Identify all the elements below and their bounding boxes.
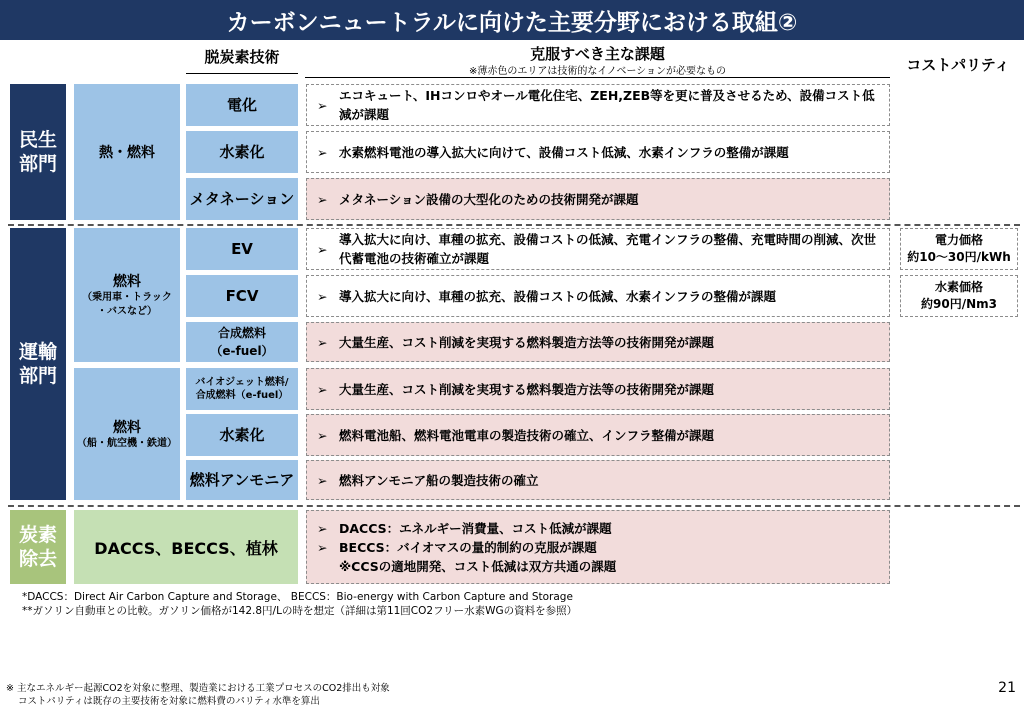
category-fuel-ship-sub: （船・航空機・鉄道） (77, 438, 177, 449)
issue-row (306, 368, 890, 410)
issue-text: エコキュート、IHコンロやオール電化住宅、ZEH,ZEB等を更に普及させるため、設備コスト低減が課題 (339, 88, 875, 122)
bullet-arrow-icon: ➢ (317, 288, 328, 304)
issue-row (306, 178, 890, 220)
issue-row (306, 131, 890, 173)
category-fuel-vehicle-label: 燃料 (113, 274, 141, 290)
bullet-arrow-icon: ➢ (317, 472, 328, 488)
category-fuel-ship-label: 燃料 (113, 420, 141, 436)
issue-line (317, 519, 612, 538)
page-title: カーボンニュートラルに向けた主要分野における取組② (0, 0, 1024, 40)
issue-line (317, 538, 597, 557)
issue-text: 燃料電池船、燃料電池電車の製造技術の確立、インフラ整備が課題 (339, 427, 715, 443)
header-rule (186, 73, 298, 74)
tech-methanation: メタネーション (186, 178, 298, 220)
footnote: *DACCS：Direct Air Carbon Capture and Storage、 BECCS：Bio-energy with Carbon Capture and Storage (22, 591, 573, 603)
category-heat-label: 熱・燃料 (99, 145, 155, 161)
bullet-arrow-icon: ➢ (317, 191, 328, 207)
sector-unyu: 運輸 部門 (10, 228, 66, 500)
issue-text: メタネーション設備の大型化のための技術開発が課題 (339, 191, 639, 207)
category-removal (74, 510, 298, 584)
footnote: ※ 主なエネルギー起源CO2を対象に整理、製造業における工業プロセスのCO2排出も対象 (6, 683, 390, 694)
header-issues: 克服すべき主な課題 (530, 45, 665, 63)
category-fuel-vehicle (74, 228, 180, 362)
issue-row (306, 275, 890, 317)
issue-row (306, 460, 890, 500)
issue-removal (306, 510, 890, 584)
category-fuel-ship (74, 368, 180, 500)
issue-text: ※CCSの適地開発、コスト低減は双方共通の課題 (339, 558, 617, 574)
issue-text: 導入拡大に向け、車種の拡充、設備コストの低減、水素インフラの整備が課題 (339, 288, 777, 304)
tech-ev: EV (186, 228, 298, 270)
issue-text: BECCS：バイオマスの量的制約の克服が課題 (339, 539, 597, 555)
cost-parity-fcv: 水素価格 約90円/Nm3 (900, 275, 1018, 317)
issue-row (306, 322, 890, 362)
bullet-arrow-icon: ➢ (317, 381, 328, 397)
tech-denka: 電化 (186, 84, 298, 126)
tech-biojet: バイオジェット燃料/ 合成燃料（e-fuel） (186, 368, 298, 410)
section-divider (8, 224, 1020, 226)
category-heat (74, 84, 180, 220)
header-tech: 脱炭素技術 (204, 48, 280, 66)
header-cost: コストパリティ (906, 56, 1010, 74)
tech-ammonia: 燃料アンモニア (186, 460, 298, 500)
issue-row (306, 84, 890, 126)
issue-text: DACCS：エネルギー消費量、コスト低減が課題 (339, 520, 612, 536)
sector-tanso: 炭素 除去 (10, 510, 66, 584)
cost-parity-ev: 電力価格 約10～30円/kWh (900, 228, 1018, 270)
header-issues-note: ※薄赤色のエリアは技術的なイノベーションが必要なもの (469, 66, 726, 77)
bullet-arrow-icon: ➢ (317, 334, 328, 350)
tech-efuel: 合成燃料 （e-fuel） (186, 322, 298, 362)
issue-line (317, 557, 616, 576)
issue-text: 大量生産、コスト削減を実現する燃料製造方法等の技術開発が課題 (339, 334, 715, 350)
footnote: **ガソリン自動車との比較。ガソリン価格が142.8円/Lの時を想定（詳細は第11回CO2フリー水素WGの資料を参照） (22, 605, 578, 617)
issue-text: 導入拡大に向け、車種の拡充、設備コストの低減、充電インフラの整備、充電時間の削減、次世代蓄電池の技術確立が課題 (339, 232, 877, 266)
category-fuel-vehicle-sub: （乗用車・トラック ・バスなど） (82, 292, 172, 317)
sector-minsei: 民生 部門 (10, 84, 66, 220)
issue-row (306, 228, 890, 270)
bullet-arrow-icon: ➢ (317, 427, 328, 443)
issue-row (306, 414, 890, 456)
bullet-arrow-icon: ➢ (317, 97, 328, 113)
footnote: コストパリティは既存の主要技術を対象に燃料費のパリティ水準を算出 (18, 696, 320, 707)
issue-text: 燃料アンモニア船の製造技術の確立 (339, 472, 539, 488)
bullet-arrow-icon: ➢ (317, 539, 328, 555)
bullet-arrow-icon: ➢ (317, 144, 328, 160)
tech-suisoka-ship: 水素化 (186, 414, 298, 456)
category-removal-label: DACCS、BECCS、植林 (94, 538, 278, 558)
tech-fcv: FCV (186, 275, 298, 317)
header-rule (305, 77, 890, 78)
bullet-arrow-icon: ➢ (317, 241, 328, 257)
section-divider (8, 505, 1020, 507)
issue-text: 大量生産、コスト削減を実現する燃料製造方法等の技術開発が課題 (339, 381, 715, 397)
page-number: 21 (998, 680, 1016, 696)
tech-suisoka: 水素化 (186, 131, 298, 173)
issue-text: 水素燃料電池の導入拡大に向けて、設備コスト低減、水素インフラの整備が課題 (339, 144, 789, 160)
bullet-arrow-icon: ➢ (317, 520, 328, 536)
